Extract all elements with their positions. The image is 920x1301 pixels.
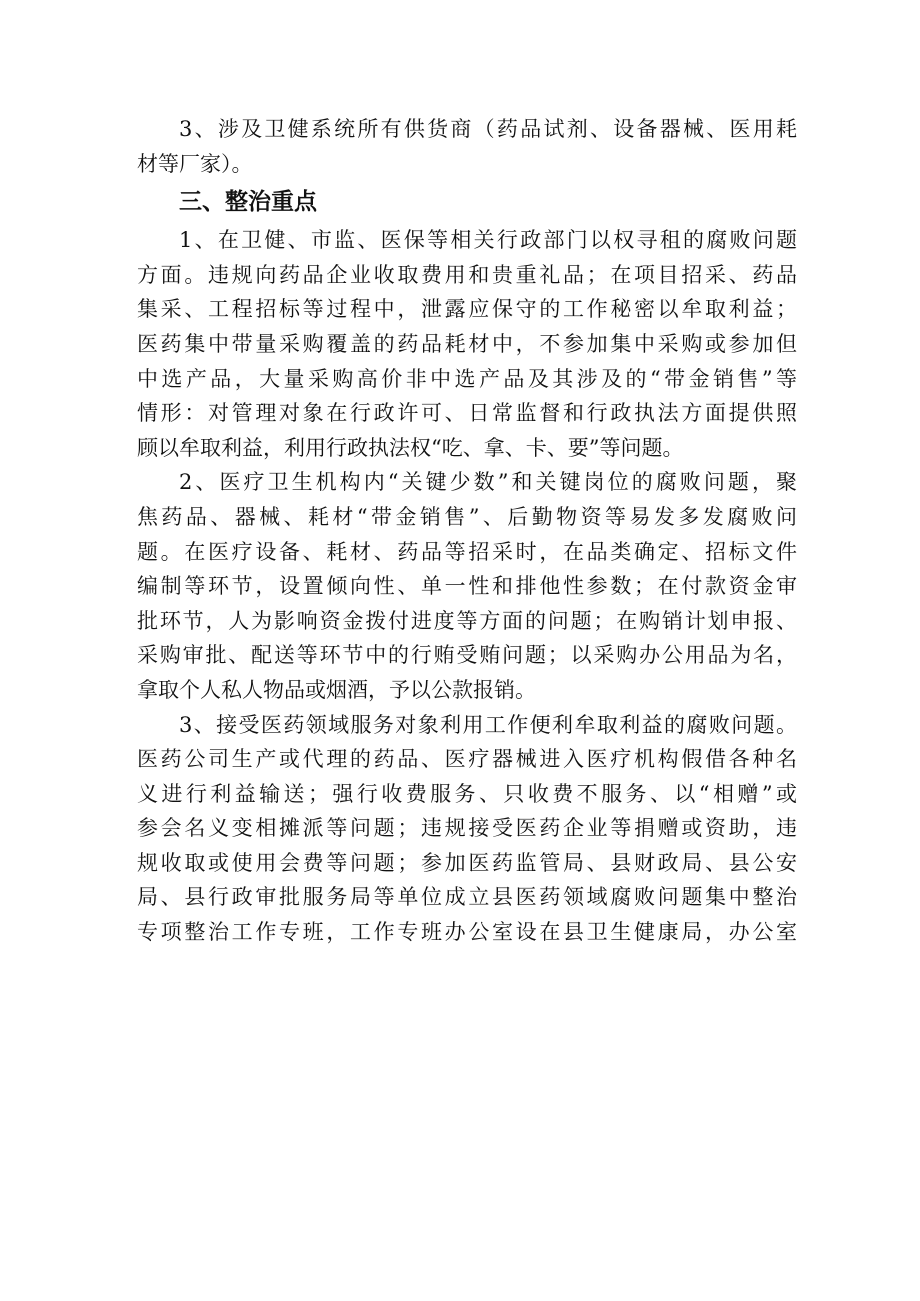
text-line: 题。在医疗设备、耗材、药品等招采时，在品类确定、招标文件	[137, 539, 797, 564]
text-line: 医药公司生产或代理的药品、医疗器械进入医疗机构假借各种名	[137, 747, 797, 772]
paragraph-2	[137, 465, 797, 707]
document-body	[137, 112, 797, 950]
text-line: 中选产品，大量采购高价非中选产品及其涉及的“带金销售”等	[137, 366, 797, 391]
text-line: 集采、工程招标等过程中，泄露应保守的工作秘密以牟取利益；	[137, 297, 797, 322]
text-line: 材等厂家）。	[137, 151, 253, 176]
text-line: 局、县行政审批服务局等单位成立县医药领域腐败问题集中整治	[137, 885, 797, 910]
text-line: 3、涉及卫健系统所有供货商（药品试剂、设备器械、医用耗	[179, 117, 797, 141]
text-line: 参会名义变相摊派等问题；违规接受医药企业等捐赠或资助，违	[137, 816, 797, 841]
text-line: 2、医疗卫生机构内“关键少数”和关键岗位的腐败问题，聚	[179, 470, 797, 495]
text-line: 焦药品、器械、耗材“带金销售”、后勤物资等易发多发腐败问	[137, 504, 797, 529]
text-line: 3、接受医药领域服务对象利用工作便利牟取利益的腐败问题。	[179, 712, 797, 737]
section-heading: 三、整治重点	[179, 189, 317, 216]
paragraph-intro	[137, 112, 797, 181]
text-line: 规收取或使用会费等问题；参加医药监管局、县财政局、县公安	[137, 850, 797, 875]
text-line: 批环节，人为影响资金拨付进度等方面的问题；在购销计划申报、	[137, 608, 797, 633]
text-line: 情形：对管理对象在行政许可、日常监督和行政执法方面提供照	[137, 401, 797, 426]
text-line: 采购审批、配送等环节中的行贿受贿问题；以采购办公用品为名，	[137, 643, 797, 668]
text-line: 顾以牟取利益，利用行政执法权“吃、拿、卡、要”等问题。	[137, 435, 684, 460]
paragraph-3	[137, 708, 797, 950]
text-line: 编制等环节，设置倾向性、单一性和排他性参数；在付款资金审	[137, 574, 797, 599]
text-line: 医药集中带量采购覆盖的药品耗材中，不参加集中采购或参加但	[137, 331, 797, 356]
text-line: 专项整治工作专班，工作专班办公室设在县卫生健康局，办公室	[137, 920, 797, 945]
text-line: 拿取个人私人物品或烟酒，予以公款报销。	[137, 677, 536, 702]
text-line: 1、在卫健、市监、医保等相关行政部门以权寻租的腐败问题	[179, 228, 797, 253]
paragraph-1	[137, 223, 797, 465]
text-line: 义进行利益输送；强行收费服务、只收费不服务、以“相赠”或	[137, 781, 797, 806]
text-line: 方面。违规向药品企业收取费用和贵重礼品；在项目招采、药品	[137, 262, 797, 287]
